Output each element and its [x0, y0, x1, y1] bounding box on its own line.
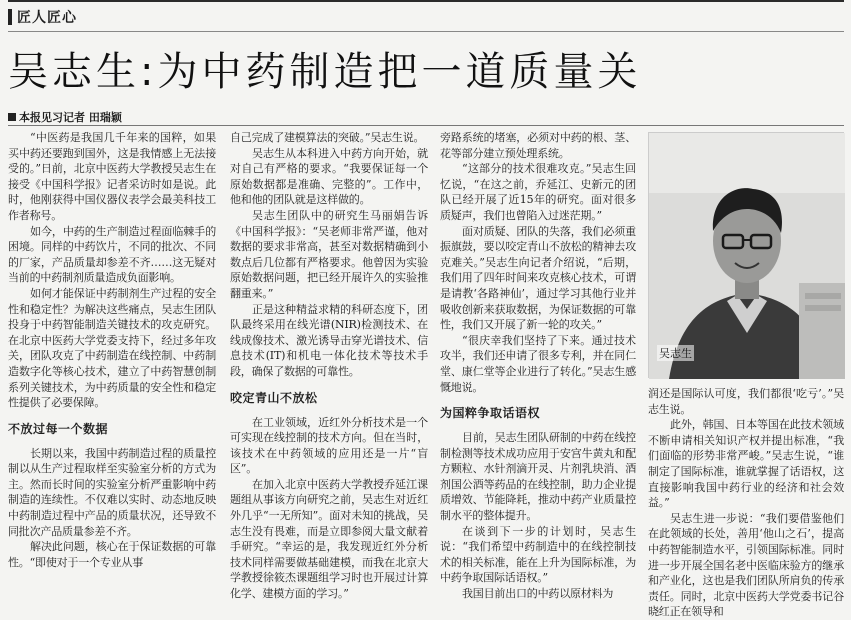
paragraph: 解决此问题，核心在于保证数据的可靠性。“即使对于一个专业从事: [8, 540, 216, 569]
paragraph: 自己完成了建模算法的突破。”吴志生说。: [230, 131, 425, 144]
paragraph: 在工业领域，近红外分析技术是一个可实现在线控制的技术方向。但在当时，该技术在中药领域的应用还是一片“盲区”。: [230, 415, 428, 476]
section-tag: [8, 7, 77, 27]
paragraph: 吴志生从本科进入中药方向开始，就对自己有严格的要求。“我要保证每一个原始数据都是准确、完整的”。工作中，他和他的团队就是这样做的。: [230, 146, 428, 207]
subheading: 咬定青山不放松: [230, 390, 318, 405]
paragraph: 面对质疑、团队的失落，我们必须重振旗鼓，要以咬定青山不放松的精神去攻克难关。”吴志生向记者介绍说，“后期，我们用了四年时间来攻克核心技术，可谓是请教‘各路神仙’，通过学习其他行业并吸收创新来获取数据，为保证数据的可靠性，我们又开展了新一轮的攻关。”: [440, 224, 636, 332]
paragraph: 在加入北京中医药大学教授乔延江课题组从事该方向研究之前，吴志生对近红外几乎“一无所知”。面对未知的挑战，吴志生没有畏难，而是立即参阅大量文献着手研究。“幸运的是，我发现近红外分析技术同样需要做基础建模，而我在北京大学教授徐筱杰课题组学习时也开展过计算化学、建模方面的学习。”: [230, 477, 428, 601]
photo-caption: 吴志生: [659, 347, 692, 360]
top-rule: [8, 0, 844, 2]
column-1: [8, 130, 216, 592]
paragraph: 我国目前出口的中药以原材料为: [462, 587, 614, 601]
paragraph: 旁路系统的堵塞，必须对中药的根、茎、花等部分建立预处理系统。: [440, 131, 636, 160]
byline-text: 本报见习记者 田瑞颖: [19, 111, 122, 124]
paragraph: “中医药是我国几千年来的国粹，如果买中药还要跑到国外，这是我情感上无法接受的。”日前，北京中医药大学教授吴志生在接受《中国科学报》记者采访时如是说。此时，他刚获得中国仪器仪表学会最美科技工作者称号。: [8, 131, 216, 222]
section-marker-icon: [8, 9, 12, 25]
paragraph: 润还是国际认可度，我们都很‘吃亏’。”吴志生说。: [648, 387, 844, 416]
section-rule: [8, 31, 844, 32]
square-bullet-icon: [8, 113, 16, 121]
paragraph: 如今，中药的生产制造过程面临棘手的困境。同样的中药饮片，不同的批次、不同的厂家，产品质量却参差不齐……这无疑对当前的中药制剂质量造成负面影响。: [8, 224, 216, 285]
column-2: [230, 130, 428, 601]
portrait-illustration: [649, 133, 845, 379]
paragraph: 在谈到下一步的计划时，吴志生说：“我们希望中药制造中的在线控制技术的相关标准，能在上升为国际标准，为中药争取国际话语权。”: [440, 524, 636, 585]
section-tag-label: 匠人匠心: [17, 10, 77, 26]
column-4: [648, 386, 844, 619]
column-3: [440, 130, 636, 601]
paragraph: “这部分的技术很难攻克。”吴志生回忆说，“在这之前，乔延江、史新元的团队已经开展了近15年的研究。面对很多质疑声，我们也曾陷入过迷茫期。”: [440, 162, 636, 222]
paragraph: 如何才能保证中药制剂生产过程的安全性和稳定性？为解决这些痛点，吴志生团队投身于中药智能制造关键技术的攻克研究。在北京中医药大学党委支持下，经过多年攻关，团队攻克了中药制造在线控制、中药制造数字化等核心技术，建立了中药智慧创制系列关键技术，为中药质量的安全性和稳定性提供了必要保障。: [8, 286, 216, 410]
paragraph: 正是这种精益求精的科研态度下，团队最终采用在线光谱(NIR)检测技术、在线成像技术、激光诱导击穿光谱技术、信息技术(IT)和机电一体化技术等技术手段，确保了数据的可靠性。: [230, 302, 428, 378]
paragraph: 吴志生团队中的研究生马丽娟告诉《中国科学报》：“吴老师非常严谨，他对数据的要求非常高，甚至对数据精确到小数点后几位都有严格要求。他曾因为实验原始数据问题，把已经开展许久的实验推翻重来。”: [230, 208, 428, 300]
paragraph: “很庆幸我们坚持了下来。通过技术攻半，我们还申请了很多专利，并在同仁堂、康仁堂等企业进行了转化。”吴志生感慨地说。: [440, 333, 636, 394]
paragraph: 此外，韩国、日本等国在此技术领域不断申请相关知识产权并提出标准，“我们面临的形势非常严峻。”吴志生说，“谁制定了国际标准，谁就掌握了话语权，这直接影响我国中药行业的经济和社会效益。”: [648, 418, 844, 510]
headline-rule: [8, 125, 844, 126]
paragraph: 长期以来，我国中药制造过程的质量控制以从生产过程取样至实验室分析的方式为主。然而长时间的实验室分析严重影响中药制造的连续性。不仅难以实时、动态地反映中药制造过程中产品的质量状况，还导致不同批次产品质量参差不齐。: [8, 446, 216, 538]
subheading: 为国粹争取话语权: [440, 406, 541, 421]
paragraph: 吴志生进一步说：“我们要借鉴他们在此领域的长处，善用‘他山之石’，提高中药智能制造水平，引领国际标准。同时进一步开展全国名老中医临床验方的继承和产业化，这也是我们团队所肩负的传承责任。同时，北京中医药大学党委书记谷晓红正在领导和: [648, 511, 844, 619]
subheading: 不放过每一个数据: [8, 421, 109, 436]
paragraph: 目前，吴志生团队研制的中药在线控制检测等技术成功应用于安宫牛黄丸和配方颗粒、水针剂滴开灵、片剂乳块消、酒剂国公酒等药品的在线控制，助力企业提质增效、节能降耗，推动中药产业质量控制水平的整体提升。: [440, 431, 636, 523]
article-headline: 吴志生:为中药制造把一道质量关: [8, 49, 642, 95]
byline: [8, 109, 122, 125]
portrait-photo: [648, 132, 844, 378]
